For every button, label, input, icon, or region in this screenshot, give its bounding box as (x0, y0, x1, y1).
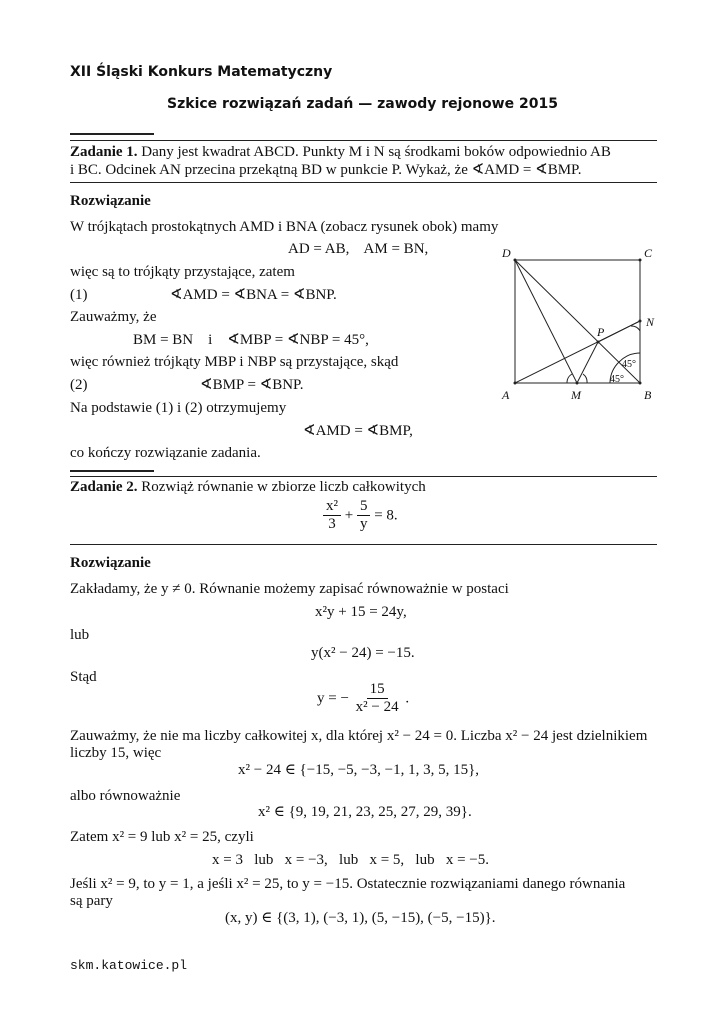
paragraph: Jeśli x² = 9, to y = 1, a jeśli x² = 25, to y = −15. Ostatecznie rozwiązaniami danego równania (70, 876, 626, 892)
rhs: = 8. (374, 507, 398, 524)
label-p: P (597, 325, 605, 339)
fraction (357, 498, 371, 533)
equation: x²y + 15 = 24y, (315, 604, 407, 620)
paragraph: Na podstawie (1) i (2) otrzymujemy (70, 400, 287, 416)
task1-label: Zadanie 1. (70, 144, 138, 160)
paragraph: co kończy rozwiązanie zadania. (70, 445, 261, 461)
label-b: B (644, 388, 652, 402)
task1-line1 (70, 143, 611, 161)
numerator: 5 (357, 498, 371, 516)
period: . (405, 690, 410, 707)
segment-mp (577, 342, 598, 383)
equation: ∢AMD = ∢BNA = ∢BNP. (170, 287, 337, 303)
segment-dm (515, 260, 577, 383)
paragraph: Stąd (70, 669, 97, 685)
paragraph: W trójkątach prostokątnych AMD i BNA (zobacz rysunek obok) mamy (70, 219, 499, 235)
paragraph: liczby 15, więc (70, 745, 162, 761)
square-figure (495, 243, 665, 405)
task1-line2: i BC. Odcinek AN przecina przekątną BD w punkcie P. Wykaż, że ∢AMD = ∢BMP. (70, 162, 582, 178)
contest-title: XII Śląski Konkurs Matematyczny (70, 64, 333, 80)
angle-label-mbp: 45° (610, 374, 624, 385)
solution-heading: Rozwiązanie (70, 193, 151, 209)
equation: BM = BN i ∢MBP = ∢NBP = 45°, (133, 332, 369, 348)
angle-arc-bmp (583, 374, 587, 383)
page-subtitle: Szkice rozwiązań zadań — zawody rejonowe 2015 (167, 96, 558, 112)
denominator: y (359, 516, 368, 532)
footer-url[interactable]: skm.katowice.pl (70, 958, 188, 973)
equation: (x, y) ∈ {(3, 1), (−3, 1), (5, −15), (−5, −15)}. (225, 910, 496, 926)
numerator: 15 (367, 681, 388, 699)
equation-fraction (317, 681, 409, 716)
denominator: 3 (328, 516, 336, 532)
solution-heading: Rozwiązanie (70, 555, 151, 571)
equation: x² − 24 ∈ {−15, −5, −3, −1, 1, 3, 5, 15}, (238, 762, 480, 778)
paragraph: Zauważmy, że nie ma liczby całkowitej x, dla której x² − 24 = 0. Liczba x² − 24 jest dzielnikiem (70, 728, 648, 744)
fraction (353, 681, 402, 716)
angle-label-nbp: 45° (622, 359, 636, 370)
angle-arc-bnp (631, 326, 640, 331)
label-c: C (644, 246, 653, 260)
label-n: N (646, 315, 655, 329)
lhs: y = − (317, 690, 349, 707)
equation: AD = AB, AM = BN, (288, 241, 429, 257)
angle-arc-amd (567, 374, 572, 383)
rule (70, 476, 657, 477)
task1-text1: Dany jest kwadrat ABCD. Punkty M i N są środkami boków odpowiednio AB (141, 144, 611, 160)
rule-thick (70, 133, 154, 135)
label-d: D (502, 246, 511, 260)
paragraph: lub (70, 627, 90, 643)
rule (70, 544, 657, 545)
fraction (323, 498, 341, 533)
paragraph: albo równoważnie (70, 788, 181, 804)
equation: x = 3 lub x = −3, lub x = 5, lub x = −5. (212, 852, 490, 868)
rule (70, 182, 657, 183)
paragraph: Zauważmy, że (70, 309, 157, 325)
equation: x² ∈ {9, 19, 21, 23, 25, 27, 29, 39}. (258, 804, 472, 820)
label-m: M (571, 388, 581, 402)
rule (70, 140, 657, 141)
paragraph: więc również trójkąty MBP i NBP są przystające, skąd (70, 354, 399, 370)
label-a: A (502, 388, 510, 402)
equation: ∢BMP = ∢BNP. (200, 377, 304, 393)
plus-sign: + (344, 507, 354, 524)
equation: y(x² − 24) = −15. (311, 645, 415, 661)
equation: ∢AMD = ∢BMP, (303, 423, 413, 439)
denominator: x² − 24 (355, 699, 399, 715)
task2-line (70, 478, 426, 496)
task2-label: Zadanie 2. (70, 479, 138, 495)
numerator: x² (323, 498, 341, 516)
equation-tag: (1) (70, 287, 88, 303)
task2-equation (323, 498, 398, 533)
task2-text: Rozwiąż równanie w zbiorze liczb całkowitych (141, 479, 426, 495)
paragraph: więc są to trójkąty przystające, zatem (70, 264, 295, 280)
paragraph: Zatem x² = 9 lub x² = 25, czyli (70, 829, 254, 845)
paragraph: są pary (70, 893, 113, 909)
equation-tag: (2) (70, 377, 88, 393)
rule-thick (70, 470, 154, 472)
paragraph: Zakładamy, że y ≠ 0. Równanie możemy zapisać równoważnie w postaci (70, 581, 509, 597)
